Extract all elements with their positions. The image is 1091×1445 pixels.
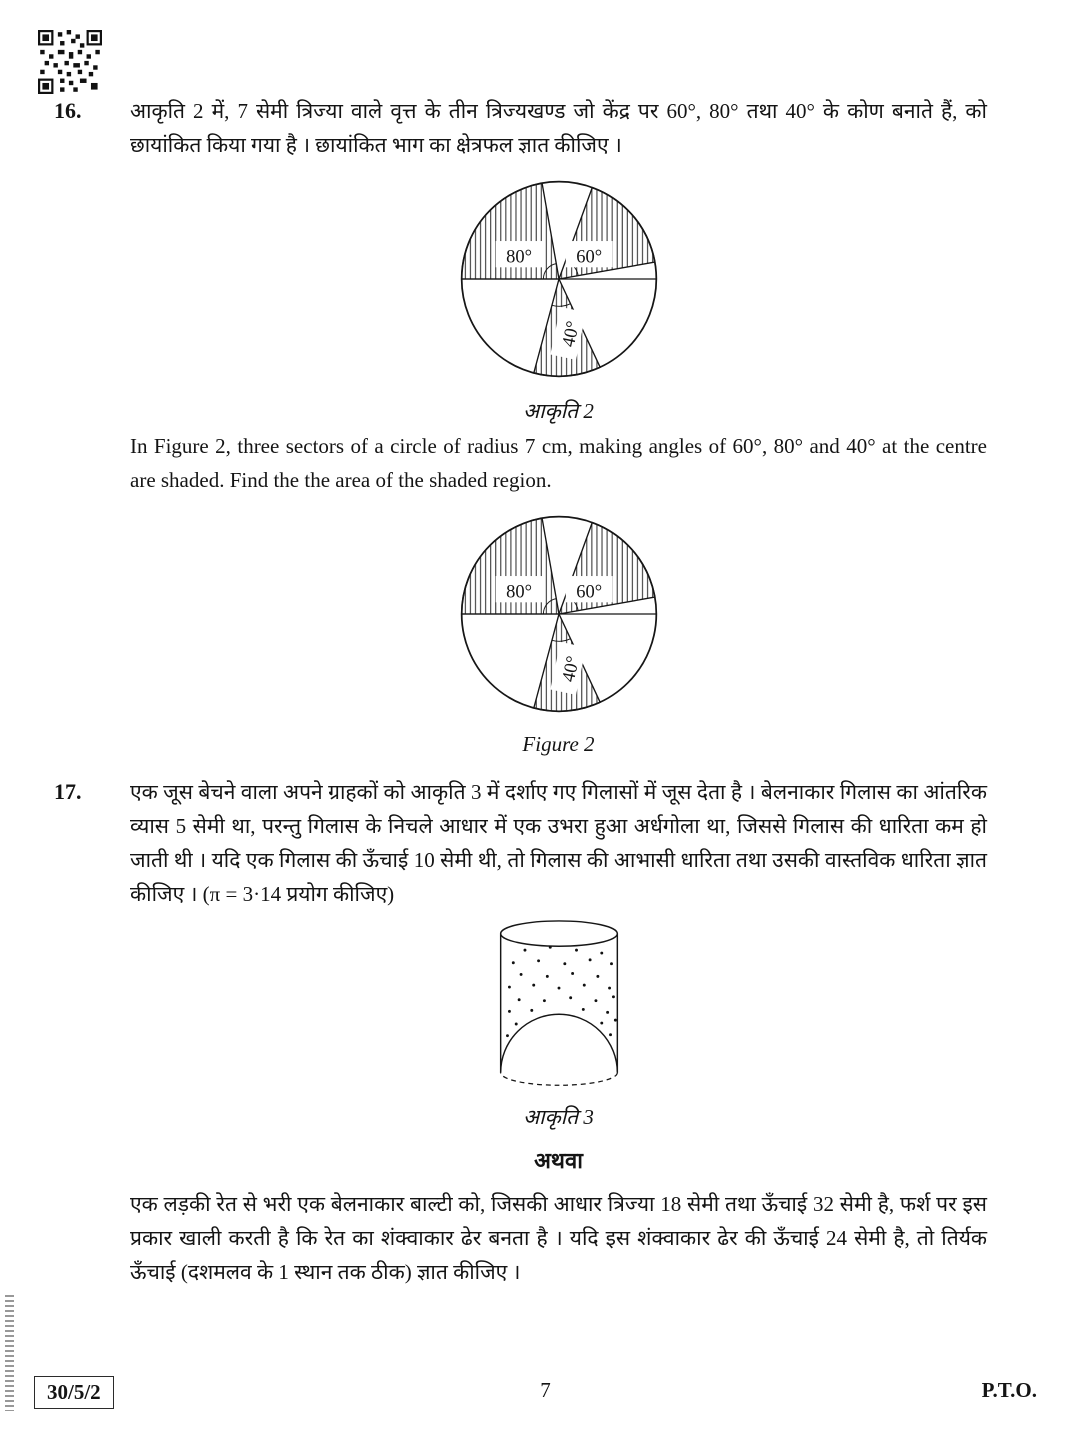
svg-text:40°: 40°: [557, 654, 583, 684]
figure-3-caption: आकृति 3: [523, 1105, 594, 1129]
figure-3: [130, 919, 987, 1131]
angle-label-80: [495, 241, 542, 267]
figure-2-english: [130, 505, 987, 757]
glass-cylinder-figure: [486, 919, 632, 1094]
svg-text:80°: 80°: [505, 246, 532, 267]
circle-sectors-figure: [450, 170, 668, 388]
svg-text:80°: 80°: [505, 581, 532, 602]
question-16-english-text: In Figure 2, three sectors of a circle of radius 7 cm, making angles of 60°, 80° and 40° at the centre are shaded. Find the the area of the shaded region.: [130, 434, 987, 492]
question-17-number: 17.: [54, 779, 82, 804]
pto-label: P.T.O.: [981, 1378, 1037, 1402]
angle-label-60: [565, 241, 612, 267]
figure-2-caption-hindi: आकृति 2: [523, 399, 594, 423]
question-17-or-text: एक लड़की रेत से भरी एक बेलनाकार बाल्टी को, जिसकी आधार त्रिज्या 18 सेमी तथा ऊँचाई 32 सेमी है, फर्श पर इस प्रकार खाली करती है कि रेत का शंक्वाकार ढेर बनता है । यदि इस शंक्वाकार ढेर की ऊँचाई 24 सेमी है, तो तिर्यक ऊँचाई (दशमलव के 1 स्थान तक ठीक) ज्ञात कीजिए ।: [130, 1192, 987, 1284]
page-number: 7: [540, 1378, 551, 1402]
svg-text:60°: 60°: [575, 246, 602, 267]
question-16-body: [130, 94, 987, 761]
circle-sectors-figure: [450, 505, 668, 723]
figure-2-caption-english: Figure 2: [522, 732, 595, 756]
question-17-body: [130, 775, 987, 1297]
paper-code-box: 30/5/2: [34, 1376, 114, 1409]
question-16-number: 16.: [54, 98, 82, 123]
question-16: [54, 94, 987, 761]
angle-label-80: [495, 576, 542, 602]
or-separator: अथवा: [534, 1148, 583, 1173]
svg-text:40°: 40°: [557, 319, 583, 349]
angle-label-60: [565, 576, 612, 602]
question-16-hindi-text: आकृति 2 में, 7 सेमी त्रिज्या वाले वृत्त के तीन त्रिज्यखण्ड जो केंद्र पर 60°, 80° तथा 40° के कोण बनाते हैं, को छायांकित किया गया है । छायांकित भाग का क्षेत्रफल ज्ञात कीजिए ।: [130, 99, 987, 157]
edge-print-marks: [5, 1295, 14, 1411]
question-17: [54, 775, 987, 1297]
svg-text:60°: 60°: [575, 581, 602, 602]
figure-2-hindi: [130, 170, 987, 425]
qr-code-icon: [38, 30, 102, 94]
question-17-hindi-text: एक जूस बेचने वाला अपने ग्राहकों को आकृति 3 में दर्शाए गए गिलासों में जूस देता है । बेलनाकार गिलास का आंतरिक व्यास 5 सेमी था, परन्तु गिलास के निचले आधार में एक उभरा हुआ अर्धगोला था, जिससे गिलास की धारिता कम हो जाती थी । यदि एक गिलास की ऊँचाई 10 सेमी थी, तो गिलास की आभासी धारिता तथा उसकी वास्तविक धारिता ज्ञात कीजिए । (π = 3·14 प्रयोग कीजिए): [130, 780, 987, 906]
